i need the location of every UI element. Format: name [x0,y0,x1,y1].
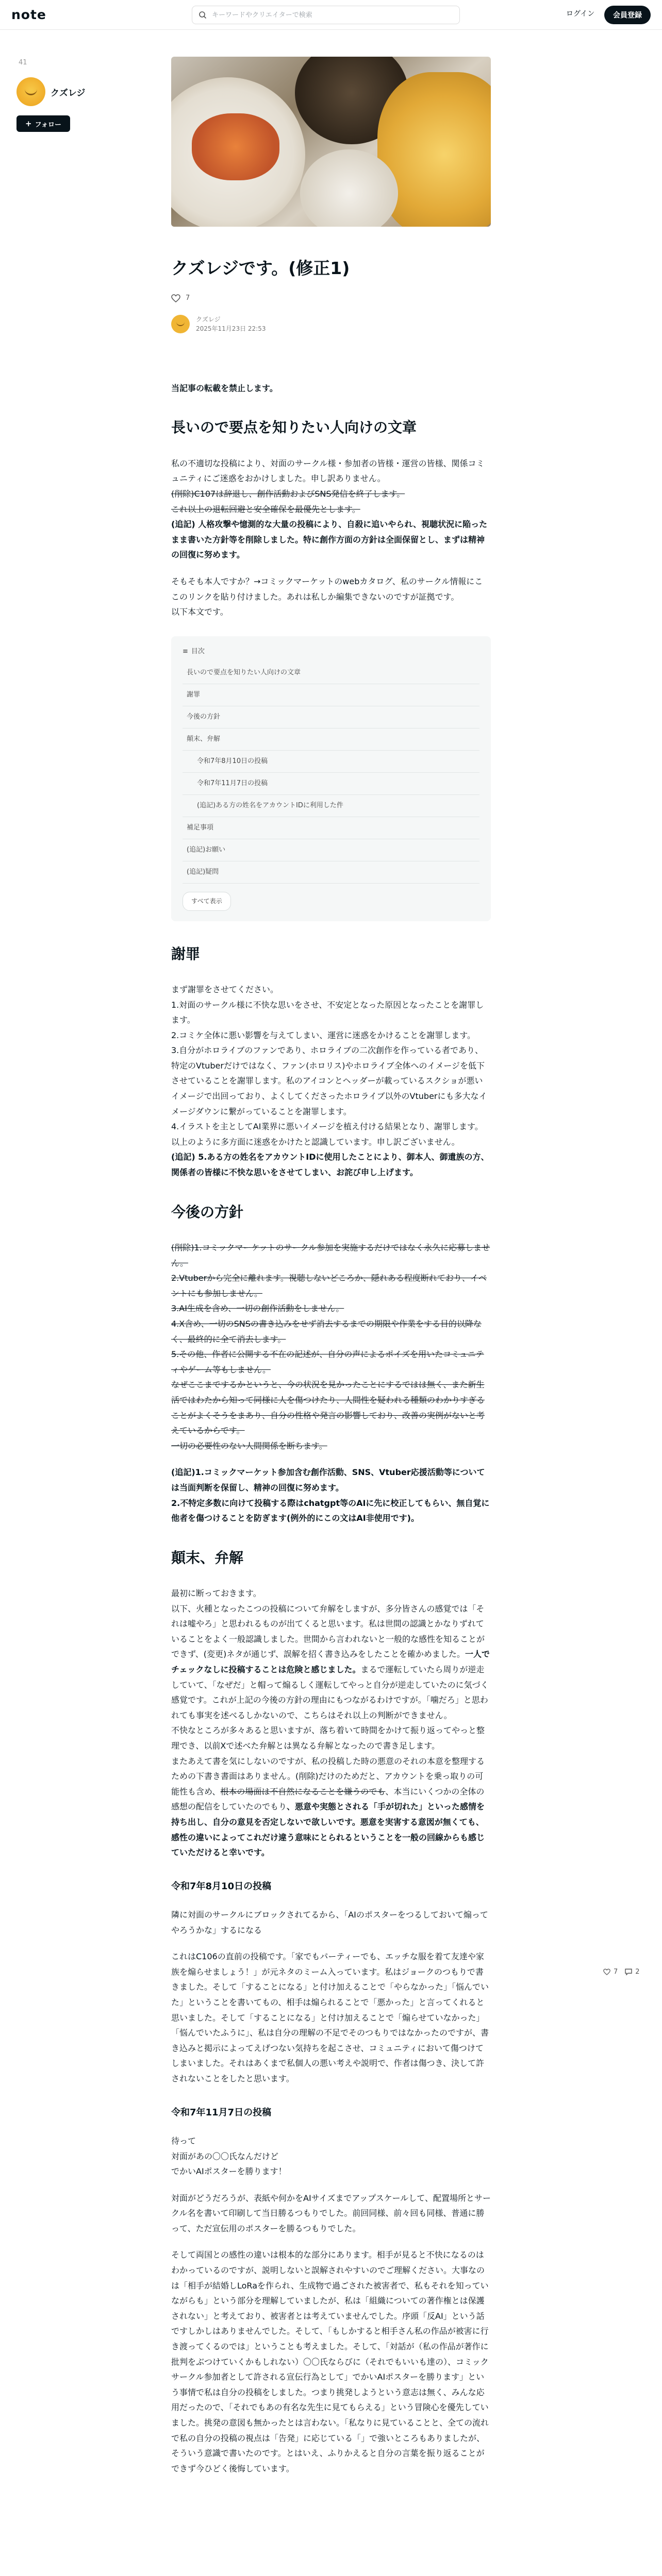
paragraph: そもそも本人ですか？→コミックマーケットのwebカタログ、私のサークル情報にここのリンクを貼り付けました。あれは私しか編集できないのですが証拠です。 以下本文です。 [171,577,483,617]
paragraph: 最初に断っておきます。 以下、火種となったこつの投稿について弁解をしますが、多分皆さんの感覚では「それは嘘やろ」と思われるものが出てくると思います。私は世間の認識とかなりずれていることをよく一般認識しました。世間から言われないと一般的な感性を知ることができず、(変更)ネタが通じず、誤解を招く書き込みをしたことを確かめました。一人でチェックなしに投稿することは危険と感じました。まるで運転していたら周りが逆走していて、「なぜだ」と帽って煽るしく運転してやっと自分が逆走していたのに気づく感覚です。これが上記の今後の方針の理由にもつながるわけですが。「噛だろ」と思われても事実を述べるしかないので、こちらはそれ以上の判断ができません。 不快なところが多々あると思いますが、落ち着いて時間をかけて振り返ってやっと整理でき、以前Xで述べた弁解とは異なる弁解となったので書き足します。 またあえて書を気にしないのですが、私の投稿した時の悪意のそれの本意を整理するための下書き書面はありません。(削除)だけのためだと、アカウントを乗っ取りの可能性も含め、根本の場面は不自然になることを嫌うのでも、本当にいくつかの全体の感想の配信をしていたのでもり、悪意や実態とされる「手が切れた」といった感情を持ち出し、自分の意見を否定しないで欲しいです。悪意を実害する意図が無くても、感性の違いによってこれだけ違う意味にとられるということを一般の回線からも感じていただけると幸いです。 [171,1588,490,1858]
toc-label: 目次 [191,647,205,655]
login-link[interactable]: ログイン [566,10,595,18]
toc-header[interactable] [183,646,479,658]
toc-item[interactable]: (追記)疑問 [183,861,479,884]
floating-comment-count: 2 [635,1968,640,1976]
toc-item[interactable]: 顛末、弁解 [183,728,479,751]
floating-like[interactable] [603,1968,618,1976]
sidebar-author-name[interactable]: クズレジ [51,88,86,98]
search-icon [198,11,207,19]
toc-show-all-button[interactable]: すべて表示 [183,892,231,910]
comment-icon [625,1969,632,1975]
section-heading: 顛末、弁解 [171,1549,244,1566]
follow-label: フォロー [35,121,61,129]
subsection-heading: 令和7年8月10日の投稿 [171,1880,272,1892]
floating-like-count: 7 [614,1968,618,1976]
like-row [171,294,491,302]
author-avatar[interactable] [16,77,45,106]
heart-icon [603,1969,610,1975]
follow-button[interactable] [16,115,70,132]
follower-count: 41 [19,59,27,66]
list-icon: ≡ [183,647,188,655]
paragraph: 待って 対面があの〇〇氏なんだけど でかいAIポスターを勝ります！ [171,2136,287,2177]
table-of-contents [171,636,491,921]
hero-image [171,57,491,227]
signup-button[interactable]: 会員登録 [604,6,651,24]
subsection-heading: 令和7年11月7日の投稿 [171,2107,272,2118]
floating-actions [603,1968,640,1976]
author-meta [196,315,266,333]
search-box[interactable] [192,6,460,24]
toc-item[interactable]: 令和7年11月7日の投稿 [183,773,479,795]
author-avatar-small[interactable] [171,315,190,333]
toc-item[interactable]: 今後の方針 [183,706,479,728]
floating-comment[interactable] [625,1968,639,1976]
publish-date: 2025年11月23日 22:53 [196,325,266,332]
article [171,258,491,2487]
author-name[interactable]: クズレジ [196,315,221,323]
search-input[interactable] [211,11,450,20]
toc-item[interactable]: 謝罪 [183,684,479,706]
paragraph: そして両国との感性の違いは根本的な部分にあります。相手が見ると不快になるのはわかっているのですが、説明しないと誤解されやすいのでご理解ください。大事なのは「相手が結婚しLoRaを作られ、生成物で過ごされた被害者で、私もそれを知っていながらも」という部分を理解していましたが、私は「組織についての著作権とは保護されない」と考えており、被害者とは考えていませんでした。序頭「反AI」という話ですしかしはありませんでした。そして、「もしかすると相手さん私の作品が被害に行き渡ってくるのでは」ということも考えました。そして、「対話が（私の作品が著作に批判をぶつけていくかもしれない）〇〇氏ならびに（それでもいいも達の）、コミックサークル参加者として許される宣伝行為として」でかいAIポスターを勝ります」という事情で私は自分の投稿をしました。つまり挑発しようという意志は無く、みんな応用だったので、「それでもあの有名な先生に見てもらえる」という冒険心を優先していました。挑発の意図も無かったとは言わない。「私なりに見ていることと、全ての流れで私の自分の投稿の視点は「告発」に応じている「」で強いところもありましたが、そういう意識で書いたのです。とはいえ、ふりかえると自分の言葉を振り返ることができず今ひどく後悔しています。 [171,2250,489,2473]
section-heading: 謝罪 [171,945,201,962]
article-body [171,381,491,2476]
toc-item[interactable]: (追記)ある方の姓名をアカウントIDに利用した件 [183,795,479,817]
toc-item[interactable]: 令和7年8月10日の投稿 [183,751,479,773]
paragraph: 当記事の転載を禁止します。 [171,383,278,393]
paragraph: 隣に対面のサークルにブロックされてるから、「AIのポスターをつるしておいて煽ってやろうかな」するになる [171,1910,488,1935]
heart-icon [171,294,180,302]
note-logo[interactable]: note [11,7,46,22]
like-button[interactable] [171,294,190,302]
toc-item[interactable]: 長いので要点を知りたい人向けの文章 [183,662,479,684]
paragraph: これはC106の直前の投稿です。「家でもパーティーでも、エッチな服を着て友達や家族を煽らせましょう！」が元ネタのミーム入っています。私はジョークのつもりで書きました。そして「することになる」と付け加えることで「やらなかった」「悩んでいた」ということを書いてもの、相手は煽られることで「悪かった」と言ってくれると思いました。そして「することになる」と付け加えることで「煽らせていなかった」「悩んでいたふうに」、私は自分の理解の不足でそのつもりではなかったのですが、書き込みと掲示によってえげつない気持ちを起こさせ、コミュニティにおいて傷つけてしまいました。それはあくまで私個人の悪い考えや説明で、作者は傷つき、決して許されないことをしたと思います。 [171,1952,489,2084]
site-header [0,0,662,30]
like-count: 7 [186,294,190,302]
plus-icon: + [25,119,32,128]
paragraph: まず謝罪をさせてください。 1.対面のサークル様に不快な思いをさせ、不安定となった原因となったことを謝罪します。 2.コミケ全体に悪い影響を与えてしまい、運営に迷惑をかけることを謝罪します。 3.自分がホロライブのファンであり、ホロライブの二次創作を作っている者であり、特定のVtuberだけではなく、ファン(ホロリス)やホロライブ全体へのイメージを低下させていることを謝罪します。私のアイコンとヘッダーが載っているスクショが悪いイメージで出回っており、よくしてくださったホロライブ以外のVtuberにも多大なイメージダウンに繋がっていることを謝罪します。 4.イラストを主としてAI業界に悪いイメージを植え付ける結果となり、謝罪します。 以上のように多方面に迷惑をかけたと認識しています。申し訳ございません。 (追記) 5.ある方の姓名をアカウントIDに使用したことにより、御本人、御遺族の方、関係者の皆様に不快な思いをさせてしまい、お詫び申し上げます。 [171,984,489,1178]
toc-item[interactable]: 補足事項 [183,817,479,839]
toc-item[interactable]: (追記)お願い [183,839,479,861]
section-heading: 今後の方針 [171,1203,244,1221]
paragraph: (削除)1.コミックマーケットのサークル参加を実施するだけではなく永久に応募しません。 2.Vtuberから完全に離れます。視聴しないどころか、隠れある程度断れており、イベントにも参加しません。 3.AI生成を含め、一切の創作活動をしません。 4.X含め、一切のSNSの書き込みをせず消去するまでの期限や作業をする目的以降なく、最終的に全て消去します。 5.その他、作者に公開する不在の記述が、自分の声によるポイズを用いたコミュニティやゲーム等もしません。 なぜここまでするかというと、今の状況を見かったことにするではは無く、また新生活ではわたから知って同様に人を傷つけたり、人間性を疑われる種類のわかりすぎることがよくそうをまあり、自分の性格や発言の影響しており、改善の実例がないと考えているからです。 一切の必要性のない人間関係を断ちます。 [171,1243,490,1451]
section-heading: 長いので要点を知りたい人向けの文章 [171,419,417,436]
paragraph: 対面がどうだろうが、表紙や何かをAIサイズまでアップスケールして、配置場所とサークル名を書いて印刷して当日勝るつもりでした。前回同様、前々回も同様、普通に勝って、ただ宣伝用のポスターを勝るつもりでした。 [171,2193,491,2233]
author-row [171,315,491,333]
paragraph: (追記)1.コミックマーケット参加含む創作活動、SNS、Vtuber応援活動等については当面判断を保留し、精神の回復に努めます。 2.不特定多数に向けて投稿する際はchatgpt等のAIに先に校正してもらい、無自覚に他者を傷つけることを防ぎます(例外的にこの文はAI非使用です)。 [171,1467,490,1523]
article-title: クズレジです。(修正1) [171,258,350,278]
paragraph: 私の不適切な投稿により、対面のサークル様・参加者の皆様・運営の皆様、関係コミュニティにご迷惑をおかけしました。申し訳ありません。 (削除)C107は辞退し、創作活動およびSNS発信を終了します。 これ以上の退転回避と安全確保を最優先とします。 (追記) 人格攻撃や憶測的な大量の投稿により、自殺に追いやられ、視聴状況に陥ったまま書いた方針等を削除しました。特に創作方面の方針は全面保留とし、まずは精神の回復に努めます。 [171,458,488,560]
